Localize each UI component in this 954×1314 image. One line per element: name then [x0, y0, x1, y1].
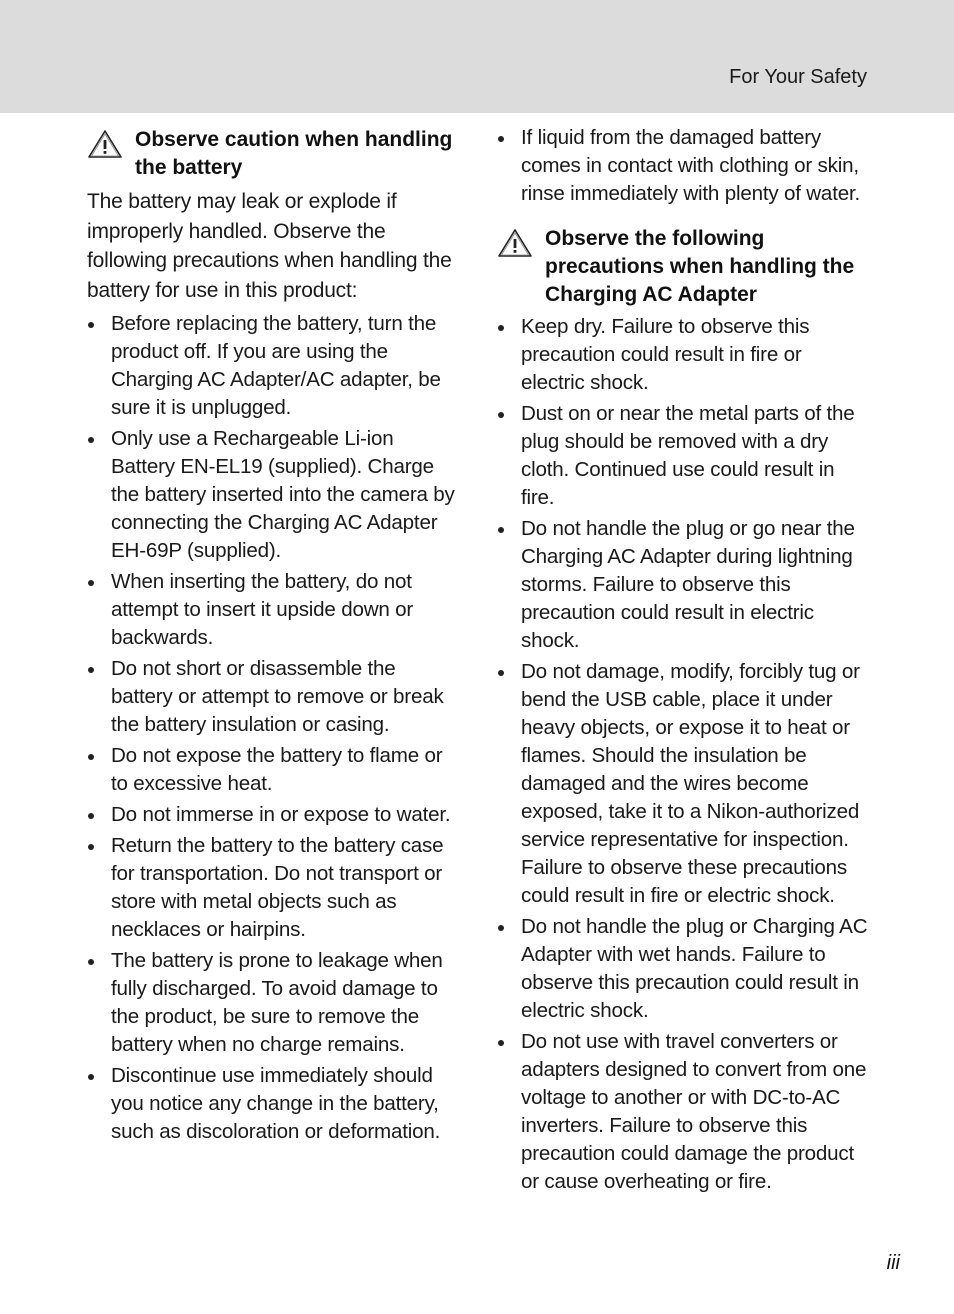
section-title: Observe the following precautions when handling the Charging AC Adapter [545, 227, 855, 306]
adapter-precautions-list [497, 313, 869, 1196]
list-item-text: Discontinue use immediately should you notice any change in the battery, such as discoloration or deformation. [111, 1064, 441, 1143]
list-item [497, 400, 869, 512]
section-title: Observe caution when handling the battery [135, 128, 453, 179]
bullet-dot [88, 667, 94, 673]
list-item [87, 801, 457, 829]
bullet-dot [498, 136, 504, 142]
list-item-text: When inserting the battery, do not attempt to insert it upside down or backwards. [111, 570, 414, 649]
right-column [497, 124, 869, 1199]
list-item-text: Keep dry. Failure to observe this precaution could result in fire or electric shock. [521, 315, 810, 394]
bullet-dot [88, 1074, 94, 1080]
intro-paragraph: The battery may leak or explode if improperly handled. Observe the following precautions when handling the battery for use in this product: [87, 190, 452, 302]
list-item-text: Dust on or near the metal parts of the plug should be removed with a dry cloth. Continued use could result in fire. [521, 402, 855, 509]
list-item [87, 947, 457, 1059]
page-header-title: For Your Safety [729, 66, 867, 88]
section-spacer [497, 211, 869, 223]
bullet-dot [88, 844, 94, 850]
list-item [497, 658, 869, 910]
list-item-text: Only use a Rechargeable Li-ion Battery EN-EL19 (supplied). Charge the battery inserted into the camera by connecting the Charging AC Adapter EH-69P (supplied). [111, 427, 455, 562]
list-item-text: Do not damage, modify, forcibly tug or bend the USB cable, place it under heavy objects, or expose it to heat or flames. Should the insulation be damaged and the wires become exposed, take it to a Nikon-authorized service representative for inspection. Failure to observe these precautions could result in fire or electric shock. [521, 660, 860, 907]
battery-precautions-continued-list [497, 124, 869, 208]
list-item [497, 913, 869, 1025]
list-item [497, 515, 869, 655]
list-item-text: Do not handle the plug or go near the Charging AC Adapter during lightning storms. Failure to observe this precaution could result in electric shock. [521, 517, 855, 652]
list-item [87, 1062, 457, 1146]
bullet-dot [88, 437, 94, 443]
list-item [497, 313, 869, 397]
list-item-text: If liquid from the damaged battery comes in contact with clothing or skin, rinse immediately with plenty of water. [521, 126, 861, 205]
list-item-text: The battery is prone to leakage when fully discharged. To avoid damage to the product, be sure to remove the battery when no charge remains. [111, 949, 443, 1056]
battery-precautions-list [87, 310, 457, 1146]
list-item-text: Do not use with travel converters or adapters designed to convert from one voltage to another or with DC-to-AC inverters. Failure to observe this precaution could damage the product or cause overheating or fire. [521, 1030, 867, 1193]
bullet-dot [88, 580, 94, 586]
warning-triangle-icon [497, 228, 533, 258]
list-item [87, 425, 457, 565]
list-item [87, 655, 457, 739]
page-number: iii [886, 1252, 900, 1274]
bullet-dot [88, 754, 94, 760]
bullet-dot [88, 959, 94, 965]
header-band [0, 0, 954, 113]
list-item-text: Do not handle the plug or Charging AC Adapter with wet hands. Failure to observe this precaution could result in electric shock. [521, 915, 868, 1022]
bullet-dot [88, 813, 94, 819]
list-item-text: Return the battery to the battery case for transportation. Do not transport or store with metal objects such as necklaces or hairpins. [111, 834, 444, 941]
bullet-dot [498, 1040, 504, 1046]
bullet-dot [498, 325, 504, 331]
bullet-dot [498, 670, 504, 676]
bullet-dot [498, 412, 504, 418]
bullet-dot [88, 322, 94, 328]
bullet-dot [498, 527, 504, 533]
list-item [497, 124, 869, 208]
list-item-text: Do not expose the battery to flame or to excessive heat. [111, 744, 443, 795]
list-item [87, 568, 457, 652]
adapter-caution-heading [497, 225, 869, 309]
list-item-text: Do not immerse in or expose to water. [111, 803, 451, 826]
list-item [87, 742, 457, 798]
list-item [87, 310, 457, 422]
list-item [87, 832, 457, 944]
left-column [87, 124, 457, 1149]
list-item-text: Do not short or disassemble the battery or attempt to remove or break the battery insulation or casing. [111, 657, 444, 736]
bullet-dot [498, 925, 504, 931]
battery-caution-heading [87, 126, 457, 182]
warning-triangle-icon [87, 129, 123, 159]
list-item-text: Before replacing the battery, turn the product off. If you are using the Charging AC Adapter/AC adapter, be sure it is unplugged. [111, 312, 441, 419]
list-item [497, 1028, 869, 1196]
